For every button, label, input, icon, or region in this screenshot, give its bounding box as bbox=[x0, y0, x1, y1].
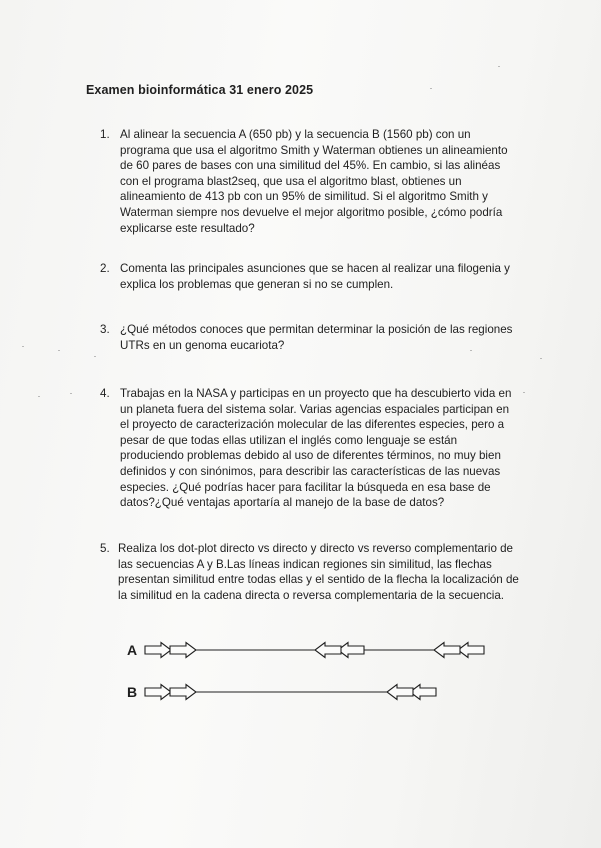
scan-speck bbox=[470, 350, 472, 351]
question-number: 5. bbox=[100, 542, 110, 555]
question-5 bbox=[100, 541, 520, 603]
question-1 bbox=[100, 127, 518, 236]
scan-speck bbox=[498, 66, 500, 67]
scan-speck bbox=[523, 392, 525, 393]
question-text: Trabajas en la NASA y participas en un proyecto que ha descubierto vida en un planeta fuera del sistema solar. Varias agencias espaciales participan en el proyecto de caracterización molecular de las diferentes especies, pero a pesar de que todas ellas utilizan el inglés como lenguaje se están produciendo problemas debido al uso de diferentes términos, no muy bien definidos y con sinónimos, para describir las características de las nuevas especies. ¿Qué podrías hacer para facilitar la búsqueda en esa base de datos?¿Qué ventajas aportaría al manejo de la base de datos? bbox=[120, 387, 512, 510]
scan-speck bbox=[430, 88, 432, 89]
scan-speck bbox=[58, 350, 60, 351]
scan-speck bbox=[540, 358, 542, 359]
question-text: Comenta las principales asunciones que se hacen al realizar una filogenia y explica los problemas que generan si no se cumplen. bbox=[120, 262, 510, 291]
forward-arrow bbox=[145, 643, 171, 658]
forward-arrow bbox=[170, 643, 196, 658]
question-3 bbox=[100, 322, 518, 353]
sequence-a-label: A bbox=[127, 642, 138, 658]
question-number: 2. bbox=[100, 262, 110, 275]
question-text: ¿Qué métodos conoces que permitan determinar la posición de las regiones UTRs en un genoma eucariota? bbox=[120, 323, 513, 352]
scan-speck bbox=[94, 356, 96, 357]
question-number: 1. bbox=[100, 128, 110, 141]
sequence-diagram bbox=[0, 630, 601, 710]
reverse-arrow bbox=[434, 643, 460, 658]
reverse-arrow bbox=[410, 685, 436, 700]
reverse-arrow bbox=[315, 643, 341, 658]
sequence-b-label: B bbox=[127, 684, 138, 700]
reverse-arrow bbox=[458, 643, 484, 658]
sequence-a-row bbox=[145, 643, 484, 658]
scan-speck bbox=[38, 396, 40, 397]
sequence-b-row bbox=[145, 685, 436, 700]
question-number: 4. bbox=[100, 387, 110, 400]
question-number: 3. bbox=[100, 323, 110, 336]
question-2 bbox=[100, 261, 518, 292]
question-text: Realiza los dot-plot directo vs directo y directo vs reverso complementario de las secuencias A y B.Las líneas indican regiones sin similitud, las flechas presentan similitud entre todas ellas y el sentido de la flecha la localización de la similitud en la cadena directa o reversa complementaria de la secuencia. bbox=[118, 542, 519, 602]
forward-arrow bbox=[145, 685, 171, 700]
scan-speck bbox=[70, 393, 72, 394]
question-4 bbox=[100, 386, 518, 511]
reverse-arrow bbox=[338, 643, 364, 658]
reverse-arrow bbox=[387, 685, 413, 700]
forward-arrow bbox=[170, 685, 196, 700]
scan-speck bbox=[22, 346, 24, 347]
question-text: Al alinear la secuencia A (650 pb) y la secuencia B (1560 pb) con un programa que usa el algoritmo Smith y Waterman obtienes un alineamiento de 60 pares de bases con una similitud del 45%. En cambio, si las alinéas con el programa blast2seq, que usa el algoritmo blast, obtienes un alineamiento de 413 pb con un 95% de similitud. Si el algoritmo Smith y Waterman siempre nos devuelve el mejor algoritmo posible, ¿cómo podría explicarse este resultado? bbox=[120, 128, 508, 235]
exam-title: Examen bioinformática 31 enero 2025 bbox=[86, 83, 314, 97]
